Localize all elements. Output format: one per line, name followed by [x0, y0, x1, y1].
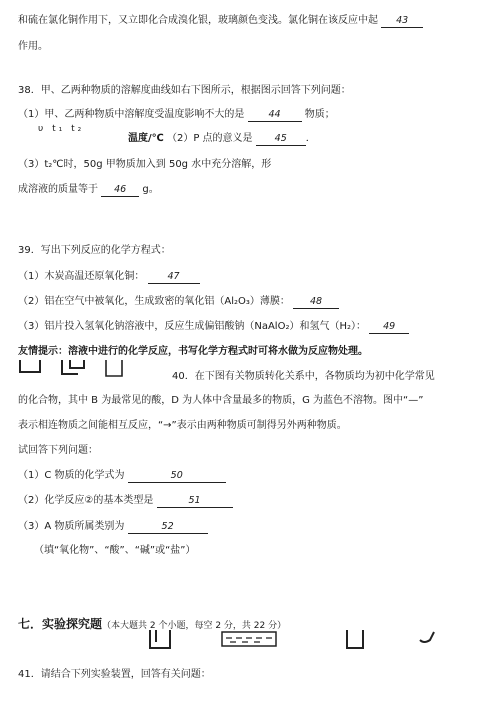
- answer-blank-50: 50: [128, 470, 226, 483]
- question-text: （2）化学反应②的基本类型是: [18, 495, 154, 506]
- question-text: g。: [142, 184, 159, 195]
- question-text: （3）A 物质所属类别为: [18, 521, 125, 532]
- question-text: 物质；: [304, 109, 335, 120]
- question-40-part1: [18, 469, 226, 483]
- question-38-part3: （3）t₂℃时，50g 甲物质加入到 50g 水中充分溶解，形: [18, 159, 272, 170]
- question-text: （1）甲、乙两种物质中溶解度受温度影响不大的是: [18, 109, 245, 120]
- question-text: （1）C 物质的化学式为: [18, 470, 125, 481]
- answer-blank-48: 48: [293, 296, 339, 309]
- paragraph-line: [18, 14, 423, 28]
- question-38-part3-cont: [18, 183, 159, 197]
- question-40-part3: [18, 520, 208, 534]
- answer-blank-46: 46: [101, 184, 139, 197]
- question-39-part1: [18, 270, 200, 284]
- question-40-hint: （填“氧化物”、“酸”、“碱”或“盐”）: [34, 545, 196, 556]
- question-38-part1: [18, 108, 335, 122]
- question-40-ask: 试回答下列问题：: [18, 445, 98, 456]
- answer-blank-49: 49: [369, 321, 409, 334]
- question-40-part2: [18, 494, 233, 508]
- answer-blank-45: 45: [256, 133, 306, 146]
- temperature-axis-label: 温度/℃: [128, 133, 164, 144]
- question-text: （2）P 点的意义是: [166, 133, 253, 144]
- question-40-line2: 的化合物，其中 B 为最常见的酸，D 为人体中含量最多的物质，G 为蓝色不溶物。图中“—”: [18, 395, 424, 406]
- question-38-part2: [128, 132, 316, 146]
- beaker-icon: [146, 628, 174, 652]
- flask-icon: [343, 628, 367, 652]
- graph-axis-fragment: υ t₁ t₂: [38, 124, 85, 134]
- paragraph-line: [18, 40, 48, 54]
- answer-blank-47: 47: [148, 271, 200, 284]
- section-note: （本大题共 2 个小题，每空 2 分，共 22 分）: [102, 621, 287, 631]
- question-text: 成溶液的质量等于: [18, 184, 98, 195]
- question-39-intro: 39．写出下列反应的化学方程式：: [18, 245, 171, 256]
- period-mark: ．: [305, 133, 316, 144]
- question-text: （3）铝片投入氢氧化钠溶液中，反应生成偏铝酸钠（NaAlO₂）和氢气（H₂）：: [18, 321, 366, 332]
- question-40-intro: 40．在下图有关物质转化关系中，各物质均为初中化学常见: [172, 371, 435, 382]
- question-41-intro: 41．请结合下列实验装置，回答有关问题：: [18, 669, 211, 680]
- water-trough-icon: [220, 630, 278, 650]
- text-fragment: 作用。: [18, 41, 48, 52]
- answer-blank-52: 52: [128, 521, 208, 534]
- question-text: （1）木炭高温还原氧化铜：: [18, 271, 145, 282]
- question-39-part3: [18, 320, 409, 334]
- question-39-part2: [18, 295, 339, 309]
- text-fragment: 和硫在氯化铜作用下，又立即化合成溴化银，玻璃颜色变浅。氯化铜在该反应中起: [18, 15, 378, 26]
- question-text: （2）铝在空气中被氧化，生成致密的氧化铝（Al₂O₃）薄膜：: [18, 296, 290, 307]
- answer-blank-44: 44: [248, 109, 302, 122]
- bent-tube-icon: [418, 628, 438, 644]
- answer-blank-51: 51: [157, 495, 233, 508]
- question-40-line3: 表示相连物质之间能相互反应，“→”表示由两种物质可制得另外两种物质。: [18, 420, 347, 431]
- question-38-intro: 38．甲、乙两种物质的溶解度曲线如右下图所示，根据图示回答下列问题：: [18, 85, 351, 96]
- answer-blank-43: 43: [381, 15, 423, 28]
- diagram-fragment-icon: [18, 358, 128, 380]
- friendly-tip: 友情提示：溶液中进行的化学反应，书写化学方程式时可将水做为反应物处理。: [18, 346, 368, 357]
- section-title: 七．实验探究题: [18, 617, 103, 631]
